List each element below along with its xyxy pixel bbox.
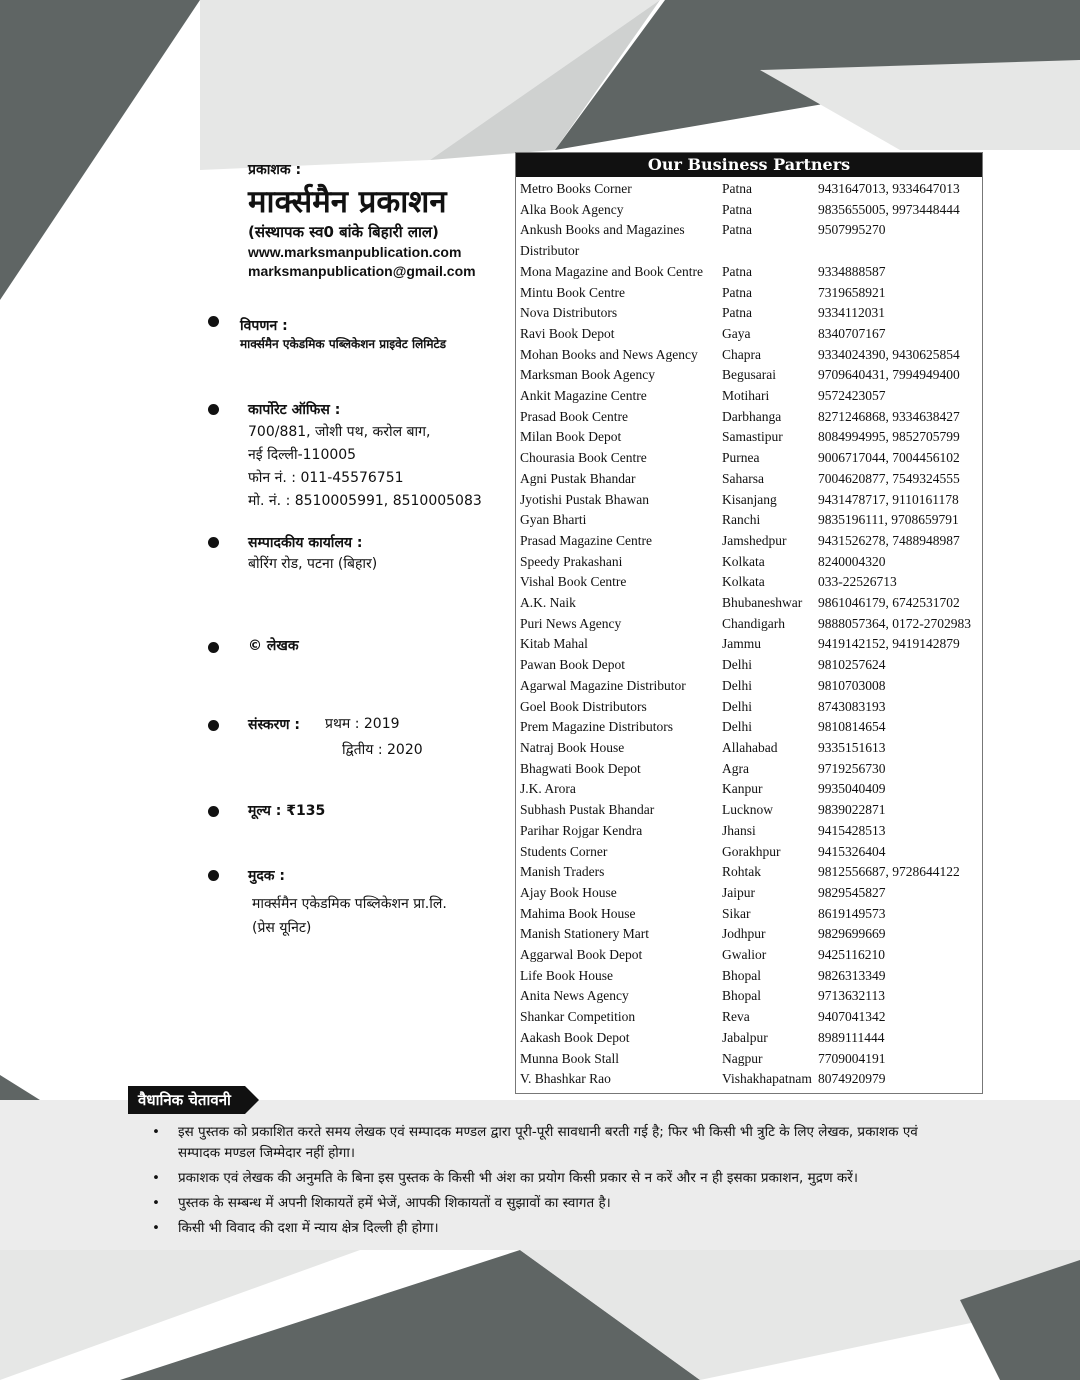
table-row bbox=[516, 365, 978, 386]
partner-name: Prasad Book Centre bbox=[520, 408, 628, 424]
list-item: • पुस्तक के सम्बन्ध में अपनी शिकायतें हमें भेजें, आपकी शिकायतों व सुझावों का स्वागत है। bbox=[150, 1193, 950, 1214]
partner-city: Nagpur bbox=[722, 1050, 763, 1066]
partner-name: Metro Books Corner bbox=[520, 181, 632, 196]
partner-phone: 8074920979 bbox=[818, 1071, 886, 1087]
partner-city: Patna bbox=[722, 305, 752, 321]
legal-warning-title: वैधानिक चेतावनी bbox=[128, 1086, 245, 1114]
table-row bbox=[516, 407, 978, 428]
table-row bbox=[516, 676, 978, 697]
list-item: • इस पुस्तक को प्रकाशित करते समय लेखक एवं सम्पादक मण्डल द्वारा पूरी-पूरी सावधानी बरती गई है; फिर भी किसी भी त्रुटि के लिए लेखक, प्रकाशक एवं सम्पादक मण्डल जिम्मेदार नहीं होगा। bbox=[150, 1122, 950, 1164]
partner-city: Saharsa bbox=[722, 470, 764, 486]
publisher-website[interactable]: www.marksmanpublication.com bbox=[248, 244, 462, 260]
partner-name: Prem Magazine Distributors bbox=[520, 719, 673, 735]
printer-label: मुदक : bbox=[248, 868, 286, 884]
partner-city: Delhi bbox=[722, 698, 752, 714]
partner-city: Vishakhapatnam bbox=[722, 1071, 812, 1087]
partner-name: Life Book House bbox=[520, 967, 613, 983]
table-row bbox=[516, 1049, 978, 1070]
table-row bbox=[516, 800, 978, 821]
partner-city: Kolkata bbox=[722, 553, 765, 569]
list-item: • किसी भी विवाद की दशा में न्याय क्षेत्र दिल्ली ही होगा। bbox=[150, 1218, 950, 1239]
publisher-name: मार्क्समैन प्रकाशन bbox=[248, 184, 447, 220]
business-partners-table bbox=[516, 179, 978, 1090]
table-row bbox=[516, 1007, 978, 1028]
partner-city: Jaipur bbox=[722, 884, 755, 900]
partner-name: Agni Pustak Bhandar bbox=[520, 470, 636, 486]
table-row bbox=[516, 552, 978, 573]
partner-phone: 7004620877, 7549324555 bbox=[818, 470, 960, 486]
partner-name: Gyan Bharti bbox=[520, 512, 587, 528]
publisher-founder: (संस्थापक स्व0 बांके बिहारी लाल) bbox=[248, 223, 439, 241]
marketing-value: मार्क्समैन एकेडमिक पब्लिकेशन प्राइवेट लिमिटेड bbox=[240, 337, 446, 351]
table-row bbox=[516, 759, 978, 780]
corporate-label: कार्पोरेट ऑफिस : bbox=[248, 402, 341, 418]
partner-phone: 9006717044, 7004456102 bbox=[818, 450, 960, 466]
partner-city: Bhopal bbox=[722, 988, 761, 1004]
partner-phone: 9812556687, 9728644122 bbox=[818, 864, 960, 880]
partner-name: Chourasia Book Centre bbox=[520, 450, 647, 466]
partner-city: Delhi bbox=[722, 677, 752, 693]
partner-name: Vishal Book Centre bbox=[520, 574, 627, 590]
partner-city: Allahabad bbox=[722, 739, 778, 755]
table-row bbox=[516, 469, 978, 490]
table-row bbox=[516, 572, 978, 593]
partner-phone: 033-22526713 bbox=[818, 574, 897, 590]
partner-city: Kisanjang bbox=[722, 491, 777, 507]
partner-name: Anita News Agency bbox=[520, 988, 629, 1004]
partner-name: Ankit Magazine Centre bbox=[520, 388, 647, 404]
partner-name: Mahima Book House bbox=[520, 905, 636, 921]
partner-name: A.K. Naik bbox=[520, 595, 576, 611]
partner-phone: 9334888587 bbox=[818, 263, 886, 279]
partner-city: Purnea bbox=[722, 450, 760, 466]
partner-phone: 9839022871 bbox=[818, 802, 886, 818]
bullet-marker bbox=[208, 404, 219, 415]
partner-phone: 9425116210 bbox=[818, 947, 885, 963]
partner-phone: 9829699669 bbox=[818, 926, 886, 942]
partner-city: Patna bbox=[722, 284, 752, 300]
partner-phone: 8240004320 bbox=[818, 553, 886, 569]
partner-phone: 9431478717, 9110161178 bbox=[818, 491, 959, 507]
printer-unit: (प्रेस यूनिट) bbox=[252, 920, 312, 936]
partner-phone: 9810703008 bbox=[818, 677, 886, 693]
partner-city: Bhopal bbox=[722, 967, 761, 983]
publisher-email[interactable]: marksmanpublication@gmail.com bbox=[248, 263, 476, 279]
partner-name: Subhash Pustak Bhandar bbox=[520, 802, 655, 818]
partner-phone: 9335151613 bbox=[818, 739, 886, 755]
business-partners-panel bbox=[515, 152, 983, 1094]
table-row bbox=[516, 842, 978, 863]
table-row bbox=[516, 386, 978, 407]
edition-second: द्वितीय : 2020 bbox=[342, 742, 423, 758]
table-row bbox=[516, 1028, 978, 1049]
partner-name: V. Bhashkar Rao bbox=[520, 1071, 611, 1087]
partner-name: Goel Book Distributors bbox=[520, 698, 647, 714]
table-row bbox=[516, 924, 978, 945]
table-row bbox=[516, 614, 978, 635]
partner-phone: 7709004191 bbox=[818, 1050, 886, 1066]
partner-phone: 9419142152, 9419142879 bbox=[818, 636, 960, 652]
partner-city: Chapra bbox=[722, 346, 761, 362]
table-row bbox=[516, 821, 978, 842]
table-row bbox=[516, 262, 978, 283]
partner-name: Marksman Book Agency bbox=[520, 367, 655, 383]
partner-name: Ajay Book House bbox=[520, 884, 617, 900]
partner-name: Manish Stationery Mart bbox=[520, 926, 649, 942]
partner-name: Shankar Competition bbox=[520, 1009, 636, 1025]
table-row bbox=[516, 531, 978, 552]
partner-name: Milan Book Depot bbox=[520, 429, 622, 445]
partner-phone: 8989111444 bbox=[818, 1029, 885, 1045]
bullet-marker bbox=[208, 537, 219, 548]
partner-name: Mona Magazine and Book Centre bbox=[520, 263, 703, 279]
partner-phone: 9829545827 bbox=[818, 884, 886, 900]
partner-phone: 7319658921 bbox=[818, 284, 886, 300]
edition-first: प्रथम : 2019 bbox=[325, 716, 400, 732]
business-partners-title: Our Business Partners bbox=[516, 153, 982, 177]
partner-name: J.K. Arora bbox=[520, 781, 576, 797]
partner-phone: 8340707167 bbox=[818, 325, 886, 341]
partner-phone: 9713632113 bbox=[818, 988, 885, 1004]
partner-city: Bhubaneshwar bbox=[722, 595, 803, 611]
table-row bbox=[516, 593, 978, 614]
partner-name: Parihar Rojgar Kendra bbox=[520, 822, 643, 838]
copyright-text: © लेखक bbox=[248, 638, 299, 654]
partner-city: Patna bbox=[722, 181, 752, 196]
partner-phone: 9431647013, 9334647013 bbox=[818, 181, 960, 196]
table-row bbox=[516, 634, 978, 655]
partner-name: Mintu Book Centre bbox=[520, 284, 625, 300]
marketing-label: विपणन : bbox=[240, 318, 288, 334]
bullet-marker bbox=[208, 720, 219, 731]
partner-name: Kitab Mahal bbox=[520, 636, 588, 652]
partner-city: Reva bbox=[722, 1009, 750, 1025]
partner-city: Rohtak bbox=[722, 864, 761, 880]
partner-name: Jyotishi Pustak Bhawan bbox=[520, 491, 650, 507]
partner-phone: 8743083193 bbox=[818, 698, 886, 714]
price-text: मूल्य : ₹135 bbox=[248, 803, 326, 819]
partner-city: Delhi bbox=[722, 719, 752, 735]
partner-name: Speedy Prakashani bbox=[520, 553, 623, 569]
partner-phone: 9810257624 bbox=[818, 657, 886, 673]
table-row bbox=[516, 303, 978, 324]
partner-city: Kanpur bbox=[722, 781, 763, 797]
edition-label: संस्करण : bbox=[248, 717, 300, 733]
partner-phone: 9719256730 bbox=[818, 760, 886, 776]
bullet-marker bbox=[208, 870, 219, 881]
partner-city: Jhansi bbox=[722, 822, 756, 838]
editorial-label: सम्पादकीय कार्यालय : bbox=[248, 535, 363, 551]
partner-name: Ankush Books and Magazines Distributor bbox=[520, 222, 685, 259]
partner-phone: 9888057364, 0172-2702983 bbox=[818, 615, 971, 631]
table-row bbox=[516, 490, 978, 511]
corporate-address-line1: 700/881, जोशी पथ, करोल बाग, bbox=[248, 424, 431, 440]
partner-city: Patna bbox=[722, 222, 752, 238]
partner-city: Lucknow bbox=[722, 802, 773, 818]
partner-name: Bhagwati Book Depot bbox=[520, 760, 641, 776]
corporate-mobile: मो. नं. : 8510005991, 8510005083 bbox=[248, 493, 482, 509]
partner-phone: 8084994995, 9852705799 bbox=[818, 429, 960, 445]
partner-phone: 9935040409 bbox=[818, 781, 886, 797]
table-row bbox=[516, 448, 978, 469]
partner-city: Sikar bbox=[722, 905, 751, 921]
partner-city: Kolkata bbox=[722, 574, 765, 590]
partner-name: Agarwal Magazine Distributor bbox=[520, 677, 686, 693]
table-row bbox=[516, 779, 978, 800]
partner-city: Chandigarh bbox=[722, 615, 785, 631]
partner-city: Jodhpur bbox=[722, 926, 766, 942]
corporate-phone: फोन नं. : 011-45576751 bbox=[248, 470, 404, 486]
partner-name: Mohan Books and News Agency bbox=[520, 346, 698, 362]
partner-phone: 9835196111, 9708659791 bbox=[818, 512, 959, 528]
table-row bbox=[516, 697, 978, 718]
partner-name: Puri News Agency bbox=[520, 615, 622, 631]
partner-phone: 9431526278, 7488948987 bbox=[818, 532, 960, 548]
bullet-marker bbox=[208, 806, 219, 817]
bullet-marker bbox=[208, 642, 219, 653]
printer-name: मार्क्समैन एकेडमिक पब्लिकेशन प्रा.लि. bbox=[252, 896, 447, 912]
partner-name: Aakash Book Depot bbox=[520, 1029, 630, 1045]
table-row bbox=[516, 904, 978, 925]
partner-city: Jamshedpur bbox=[722, 532, 787, 548]
partner-phone: 9334024390, 9430625854 bbox=[818, 346, 960, 362]
table-row bbox=[516, 179, 978, 200]
partner-name: Alka Book Agency bbox=[520, 201, 624, 217]
partner-city: Gaya bbox=[722, 325, 751, 341]
partner-name: Ravi Book Depot bbox=[520, 325, 615, 341]
partner-phone: 9835655005, 9973448444 bbox=[818, 201, 960, 217]
partner-city: Motihari bbox=[722, 388, 770, 404]
partner-phone: 8271246868, 9334638427 bbox=[818, 408, 960, 424]
partner-phone: 9407041342 bbox=[818, 1009, 886, 1025]
partner-city: Begusarai bbox=[722, 367, 776, 383]
partner-city: Gwalior bbox=[722, 947, 767, 963]
table-row bbox=[516, 655, 978, 676]
partner-name: Manish Traders bbox=[520, 864, 605, 880]
table-row bbox=[516, 862, 978, 883]
table-row bbox=[516, 738, 978, 759]
partner-phone: 9415428513 bbox=[818, 822, 886, 838]
table-row bbox=[516, 283, 978, 304]
partner-phone: 9826313349 bbox=[818, 967, 886, 983]
partner-name: Natraj Book House bbox=[520, 739, 625, 755]
partner-name: Students Corner bbox=[520, 843, 608, 859]
partner-city: Gorakhpur bbox=[722, 843, 781, 859]
table-row bbox=[516, 200, 978, 221]
partner-phone: 9810814654 bbox=[818, 719, 886, 735]
partner-city: Patna bbox=[722, 201, 752, 217]
bullet-marker bbox=[208, 316, 219, 327]
table-row bbox=[516, 345, 978, 366]
editorial-address: बोरिंग रोड, पटना (बिहार) bbox=[248, 556, 378, 572]
partner-phone: 9572423057 bbox=[818, 388, 886, 404]
partner-name: Nova Distributors bbox=[520, 305, 618, 321]
partner-city: Jabalpur bbox=[722, 1029, 768, 1045]
partner-phone: 9334112031 bbox=[818, 305, 885, 321]
table-row bbox=[516, 966, 978, 987]
partner-phone: 9507995270 bbox=[818, 222, 886, 238]
table-row bbox=[516, 717, 978, 738]
partner-phone: 8619149573 bbox=[818, 905, 886, 921]
partner-name: Munna Book Stall bbox=[520, 1050, 620, 1066]
partner-phone: 9709640431, 7994949400 bbox=[818, 367, 960, 383]
corporate-address-line2: नई दिल्ली-110005 bbox=[248, 447, 357, 463]
partner-city: Samastipur bbox=[722, 429, 783, 445]
legal-warning-list bbox=[150, 1122, 950, 1243]
partner-city: Patna bbox=[722, 263, 752, 279]
table-row bbox=[516, 220, 978, 261]
table-row bbox=[516, 324, 978, 345]
partner-city: Darbhanga bbox=[722, 408, 782, 424]
partner-city: Agra bbox=[722, 760, 749, 776]
partner-city: Ranchi bbox=[722, 512, 761, 528]
partner-name: Aggarwal Book Depot bbox=[520, 947, 643, 963]
partner-name: Prasad Magazine Centre bbox=[520, 532, 652, 548]
partner-phone: 9415326404 bbox=[818, 843, 886, 859]
partner-name: Pawan Book Depot bbox=[520, 657, 625, 673]
table-row bbox=[516, 1069, 978, 1090]
publisher-label: प्रकाशक : bbox=[248, 162, 302, 178]
table-row bbox=[516, 945, 978, 966]
table-row bbox=[516, 510, 978, 531]
table-row bbox=[516, 986, 978, 1007]
partner-phone: 9861046179, 6742531702 bbox=[818, 595, 960, 611]
table-row bbox=[516, 427, 978, 448]
table-row bbox=[516, 883, 978, 904]
list-item: • प्रकाशक एवं लेखक की अनुमति के बिना इस पुस्तक के किसी भी अंश का प्रयोग किसी प्रकार से न करें और न ही इसका प्रकाशन, मुद्रण करें। bbox=[150, 1168, 950, 1189]
partner-city: Jammu bbox=[722, 636, 761, 652]
partner-city: Delhi bbox=[722, 657, 752, 673]
